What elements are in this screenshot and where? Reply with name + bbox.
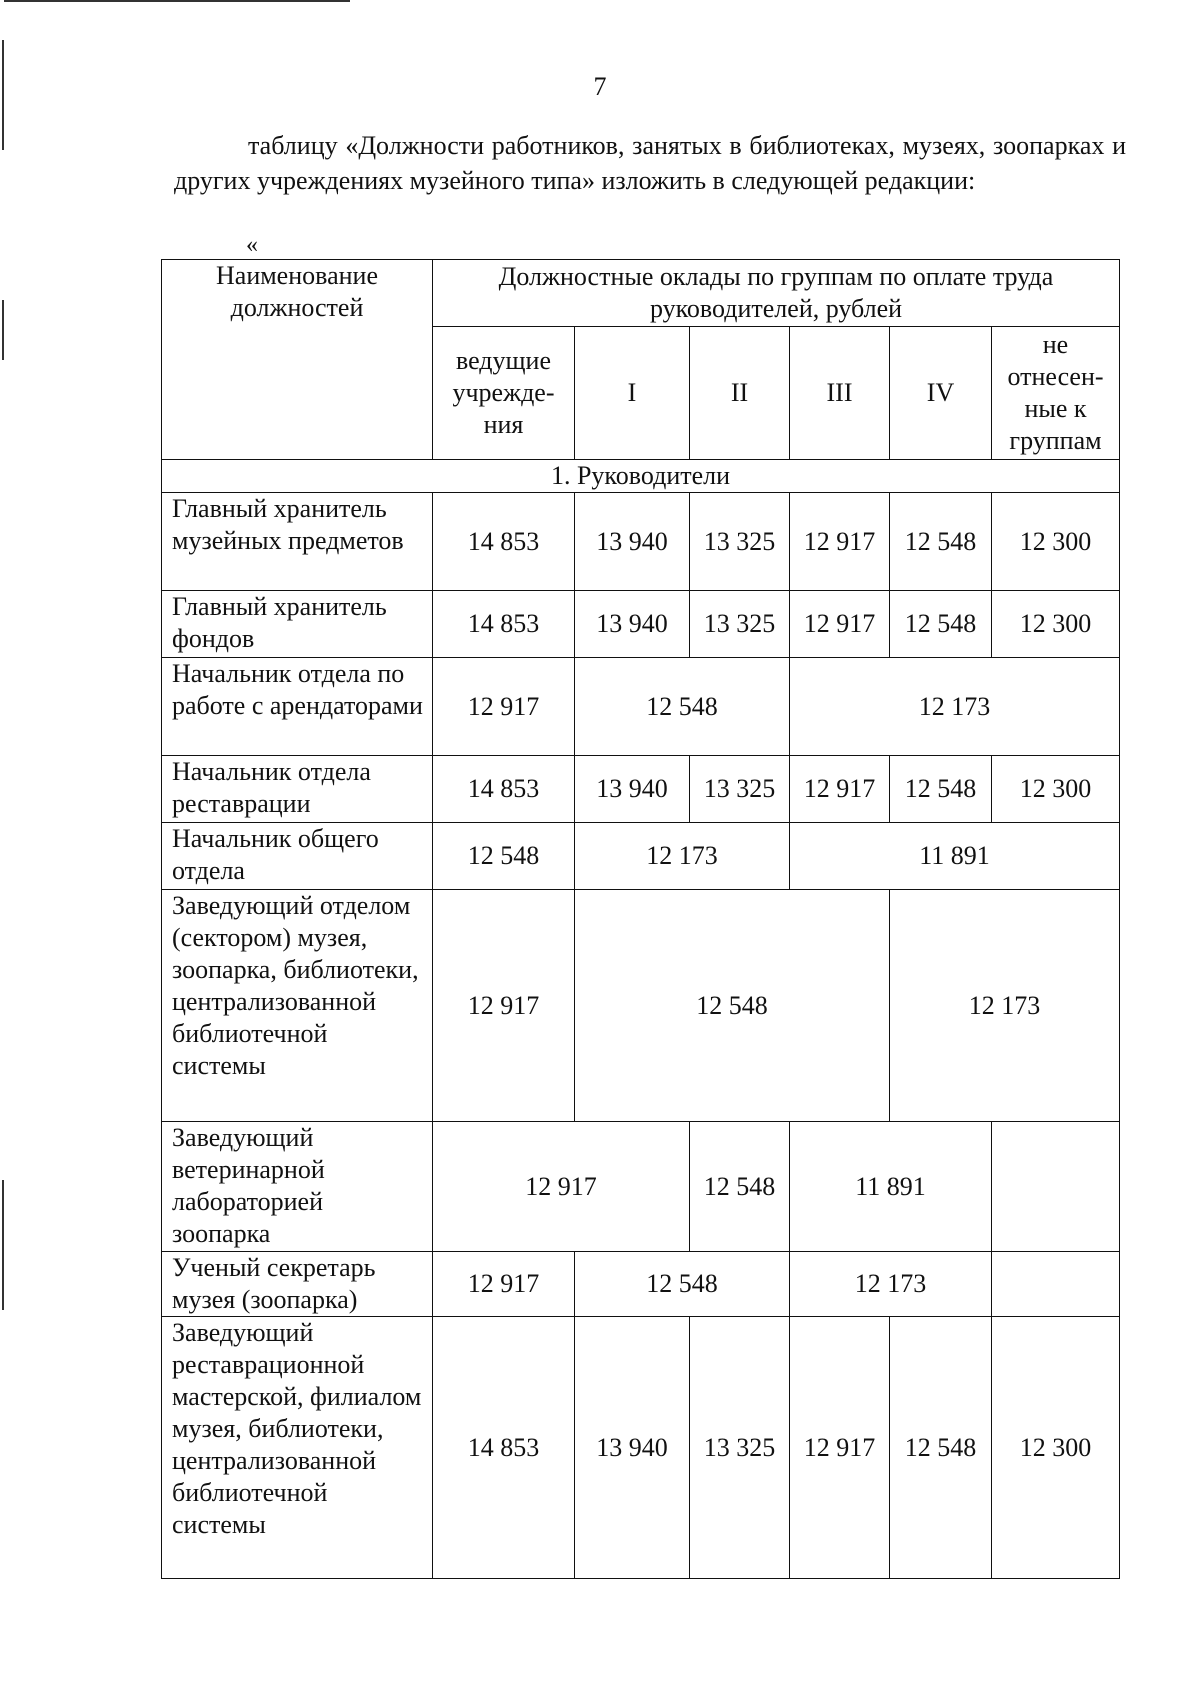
position-name: Заведующий ветеринарной лабораторией зоопарка [162,1122,433,1252]
position-name: Начальник отдела реставрации [162,756,433,823]
salary-cell: 12 548 [890,591,992,658]
salary-table [161,259,1120,1579]
salary-cell: 12 548 [890,1317,992,1579]
salary-cell: 12 300 [992,493,1120,591]
group-i: I [575,327,690,460]
salary-cell: 12 300 [992,591,1120,658]
table-row [162,591,1120,658]
salary-cell: 12 917 [790,493,890,591]
salary-cell: 13 940 [575,756,690,823]
salary-cell: 14 853 [433,591,575,658]
left-edge-mark [2,300,4,360]
left-edge-mark [2,1180,4,1310]
position-name: Главный хранитель фондов [162,591,433,658]
header-position-name: Наименование должностей [162,260,433,460]
intro-text: таблицу «Должности работников, занятых в библиотеках, музеях, зоопарках и других учреждениях музейного типа» изложить в следующей редакции: [174,131,1126,195]
salary-cell: 13 325 [690,591,790,658]
position-name: Главный хранитель музейных предметов [162,493,433,591]
salary-cell: 11 891 [790,1122,992,1252]
table-row [162,493,1120,591]
salary-cell: 12 173 [790,1252,992,1317]
salary-cell: 14 853 [433,1317,575,1579]
salary-cell: 12 917 [790,756,890,823]
table-row [162,1252,1120,1317]
salary-cell: 13 940 [575,493,690,591]
top-rule [4,0,350,2]
salary-cell: 12 548 [433,823,575,890]
salary-cell: 12 548 [690,1122,790,1252]
position-name: Заведующий отделом (сектором) музея, зоопарка, библиотеки, централизованной библиотечной системы [162,890,433,1122]
salary-cell: 12 548 [575,1252,790,1317]
salary-cell: 13 325 [690,493,790,591]
salary-cell: 12 300 [992,756,1120,823]
position-name: Ученый секретарь музея (зоопарка) [162,1252,433,1317]
salary-cell: 12 300 [992,1317,1120,1579]
group-iii: III [790,327,890,460]
group-leading: ведущие учрежде-ния [433,327,575,460]
group-ii: II [690,327,790,460]
salary-cell: 14 853 [433,756,575,823]
position-name: Заведующий реставрационной мастерской, филиалом музея, библиотеки, централизованной библиотечной системы [162,1317,433,1579]
salary-cell: 13 940 [575,591,690,658]
salary-cell: 12 548 [890,493,992,591]
salary-cell: 12 173 [575,823,790,890]
group-iv: IV [890,327,992,460]
position-name: Начальник общего отдела [162,823,433,890]
header-salary-groups: Должностные оклады по группам по оплате труда руководителей, рублей [433,260,1120,327]
table-row [162,1122,1120,1252]
intro-paragraph [174,128,1126,198]
salary-cell: 12 548 [890,756,992,823]
salary-cell: 12 917 [790,1317,890,1579]
salary-cell [992,1252,1120,1317]
salary-cell: 12 917 [433,890,575,1122]
salary-cell: 13 940 [575,1317,690,1579]
salary-cell: 13 325 [690,756,790,823]
salary-cell: 12 548 [575,658,790,756]
salary-cell: 12 173 [790,658,1120,756]
salary-cell: 11 891 [790,823,1120,890]
salary-cell: 13 325 [690,1317,790,1579]
table-row [162,1317,1120,1579]
opening-quote: « [246,232,258,258]
salary-cell: 12 548 [575,890,890,1122]
salary-cell: 12 173 [890,890,1120,1122]
position-name: Начальник отдела по работе с арендаторами [162,658,433,756]
salary-cell: 12 917 [433,658,575,756]
section-heading: 1. Руководители [162,460,1120,493]
page-number: 7 [593,72,607,101]
salary-cell: 12 917 [433,1252,575,1317]
salary-cell: 14 853 [433,493,575,591]
table-row [162,756,1120,823]
salary-cell: 12 917 [433,1122,690,1252]
salary-cell: 12 917 [790,591,890,658]
table-row [162,890,1120,1122]
table-row [162,658,1120,756]
group-unassigned: не отнесен-ные к группам [992,327,1120,460]
table-row [162,823,1120,890]
salary-cell [992,1122,1120,1252]
